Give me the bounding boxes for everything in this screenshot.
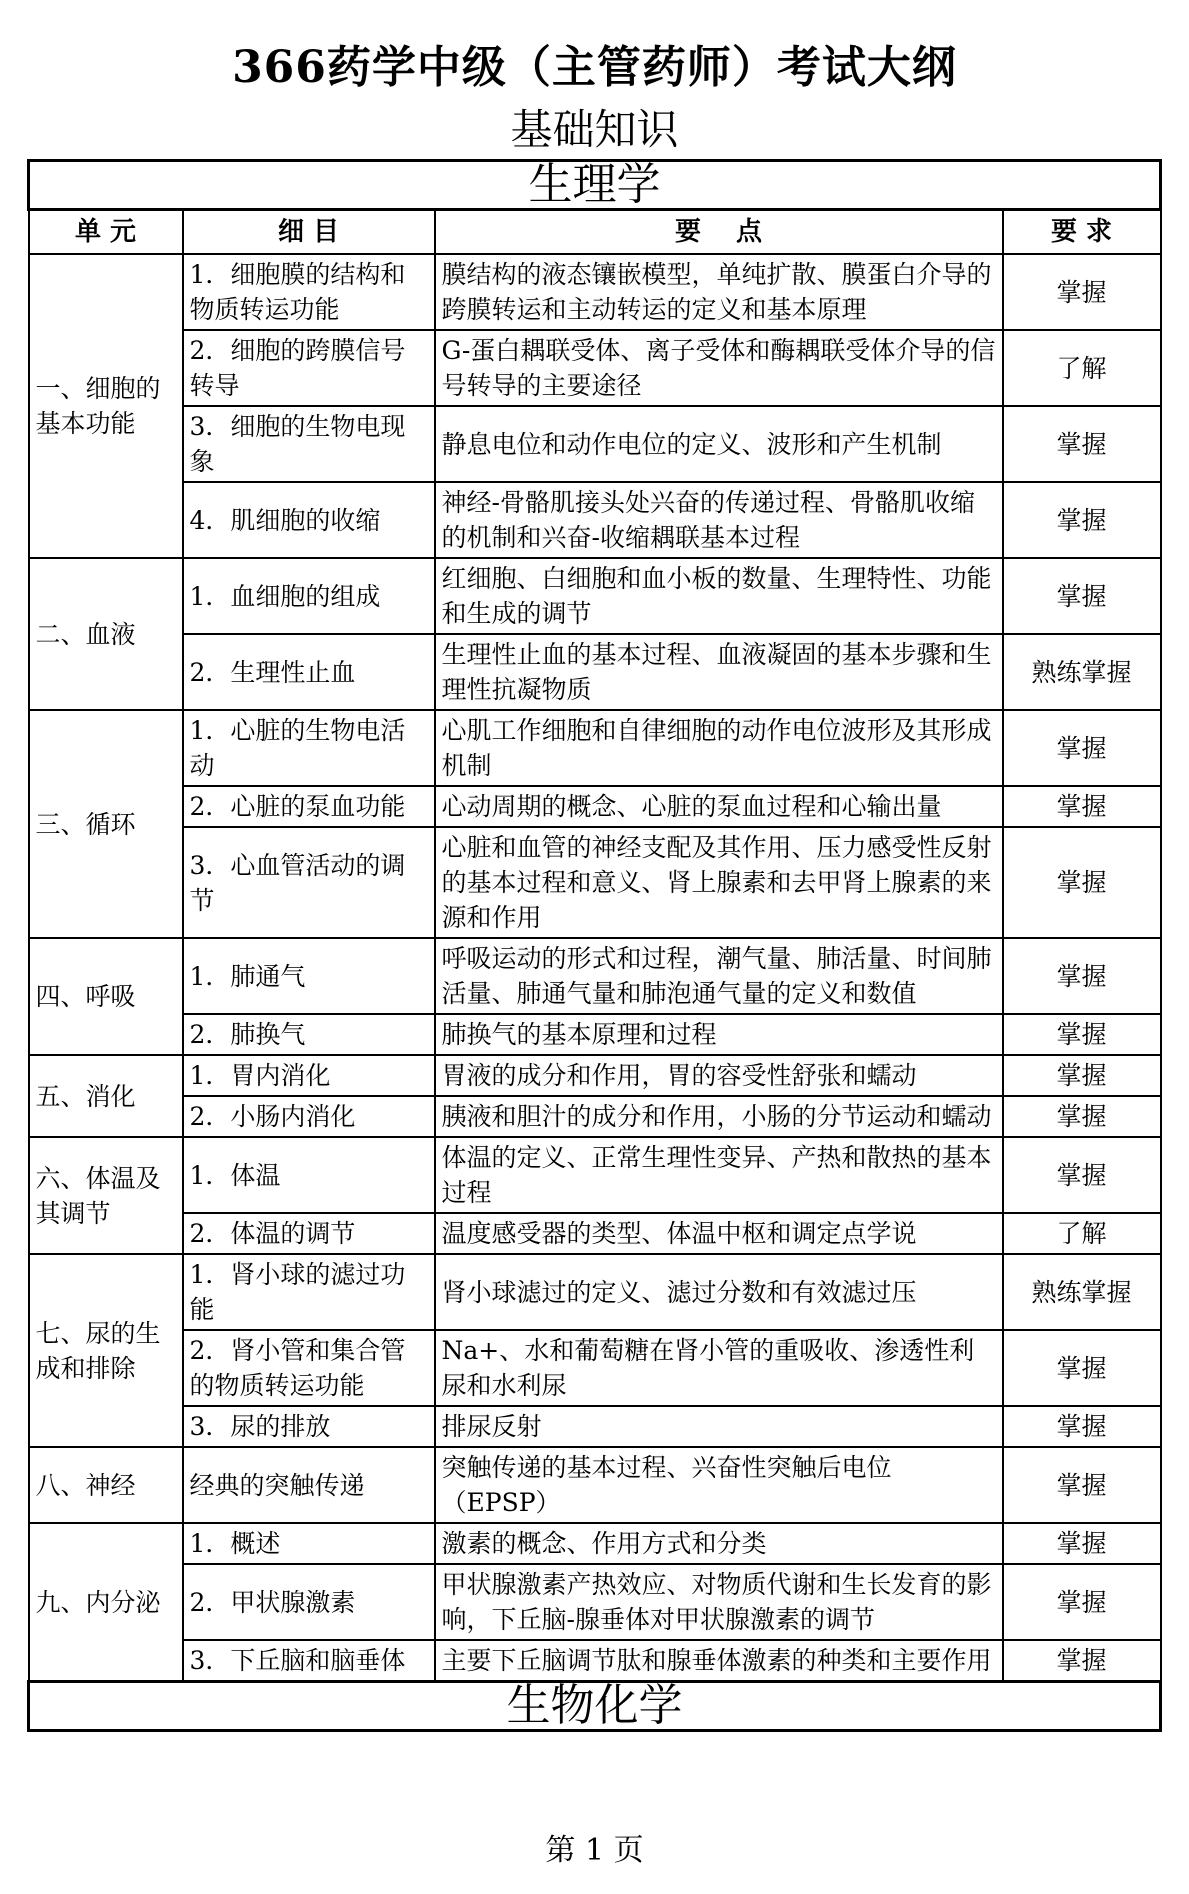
unit-cell: 八、神经 xyxy=(29,1447,183,1523)
detail-cell: 1．肺通气 xyxy=(183,938,435,1014)
section-heading-physiology: 生理学 xyxy=(29,161,1161,210)
req-cell: 熟练掌握 xyxy=(1003,1254,1161,1330)
req-cell: 掌握 xyxy=(1003,406,1161,482)
point-cell: 突触传递的基本过程、兴奋性突触后电位（EPSP） xyxy=(435,1447,1003,1523)
document-subtitle: 基础知识 xyxy=(510,105,679,154)
table-row xyxy=(29,1254,1161,1330)
page-number: 第 1 页 xyxy=(545,1833,644,1868)
point-cell: 生理性止血的基本过程、血液凝固的基本步骤和生理性抗凝物质 xyxy=(435,634,1003,710)
detail-cell: 1．肾小球的滤过功能 xyxy=(183,1254,435,1330)
point-cell: 心肌工作细胞和自律细胞的动作电位波形及其形成机制 xyxy=(435,710,1003,786)
detail-cell: 3．心血管活动的调节 xyxy=(183,827,435,938)
req-cell: 掌握 xyxy=(1003,558,1161,634)
point-cell: 胰液和胆汁的成分和作用，小肠的分节运动和蠕动 xyxy=(435,1096,1003,1137)
section-heading-biochemistry: 生物化学 xyxy=(29,1682,1161,1731)
detail-cell: 3．尿的排放 xyxy=(183,1406,435,1447)
table-row xyxy=(29,1523,1161,1564)
point-cell: 甲状腺激素产热效应、对物质代谢和生长发育的影响，下丘脑-腺垂体对甲状腺激素的调节 xyxy=(435,1564,1003,1640)
point-cell: 激素的概念、作用方式和分类 xyxy=(435,1523,1003,1564)
table-header-row xyxy=(29,210,1161,255)
point-cell: 排尿反射 xyxy=(435,1406,1003,1447)
detail-cell: 经典的突触传递 xyxy=(183,1447,435,1523)
section-heading-row xyxy=(29,161,1161,210)
req-cell: 掌握 xyxy=(1003,1640,1161,1682)
detail-cell: 2．小肠内消化 xyxy=(183,1096,435,1137)
point-cell: 主要下丘脑调节肽和腺垂体激素的种类和主要作用 xyxy=(435,1640,1003,1682)
req-cell: 掌握 xyxy=(1003,786,1161,827)
req-cell: 掌握 xyxy=(1003,1096,1161,1137)
unit-cell: 四、呼吸 xyxy=(29,938,183,1055)
table-body xyxy=(29,254,1161,1682)
table-row xyxy=(29,786,1161,827)
table-row xyxy=(29,827,1161,938)
unit-cell: 五、消化 xyxy=(29,1055,183,1137)
req-cell: 掌握 xyxy=(1003,1523,1161,1564)
unit-cell: 二、血液 xyxy=(29,558,183,710)
req-cell: 熟练掌握 xyxy=(1003,634,1161,710)
unit-cell: 九、内分泌 xyxy=(29,1523,183,1682)
table-row xyxy=(29,1640,1161,1682)
table-row xyxy=(29,1014,1161,1055)
req-cell: 掌握 xyxy=(1003,254,1161,330)
table-row xyxy=(29,1330,1161,1406)
req-cell: 了解 xyxy=(1003,1213,1161,1254)
point-cell: 红细胞、白细胞和血小板的数量、生理特性、功能和生成的调节 xyxy=(435,558,1003,634)
table-row xyxy=(29,1406,1161,1447)
req-cell: 掌握 xyxy=(1003,827,1161,938)
req-cell: 掌握 xyxy=(1003,1447,1161,1523)
req-cell: 了解 xyxy=(1003,330,1161,406)
req-cell: 掌握 xyxy=(1003,710,1161,786)
point-cell: 膜结构的液态镶嵌模型，单纯扩散、膜蛋白介导的跨膜转运和主动转运的定义和基本原理 xyxy=(435,254,1003,330)
detail-cell: 1．细胞膜的结构和物质转运功能 xyxy=(183,254,435,330)
document-title: 366药学中级（主管药师）考试大纲 xyxy=(232,42,957,93)
detail-cell: 1．概述 xyxy=(183,1523,435,1564)
point-cell: 呼吸运动的形式和过程，潮气量、肺活量、时间肺活量、肺通气量和肺泡通气量的定义和数值 xyxy=(435,938,1003,1014)
table-row xyxy=(29,558,1161,634)
req-cell: 掌握 xyxy=(1003,1055,1161,1096)
detail-cell: 1．心脏的生物电活动 xyxy=(183,710,435,786)
point-cell: 肾小球滤过的定义、滤过分数和有效滤过压 xyxy=(435,1254,1003,1330)
point-cell: 心动周期的概念、心脏的泵血过程和心输出量 xyxy=(435,786,1003,827)
point-cell: 温度感受器的类型、体温中枢和调定点学说 xyxy=(435,1213,1003,1254)
detail-cell: 2．体温的调节 xyxy=(183,1213,435,1254)
table-row xyxy=(29,254,1161,330)
column-header-unit: 单 元 xyxy=(29,210,183,255)
table-row xyxy=(29,1055,1161,1096)
table-row xyxy=(29,1564,1161,1640)
detail-cell: 1．胃内消化 xyxy=(183,1055,435,1096)
column-header-detail: 细 目 xyxy=(183,210,435,255)
detail-cell: 2．细胞的跨膜信号转导 xyxy=(183,330,435,406)
unit-cell: 七、尿的生成和排除 xyxy=(29,1254,183,1447)
detail-cell: 2．心脏的泵血功能 xyxy=(183,786,435,827)
point-cell: 神经-骨骼肌接头处兴奋的传递过程、骨骼肌收缩的机制和兴奋-收缩耦联基本过程 xyxy=(435,482,1003,558)
detail-cell: 2．肺换气 xyxy=(183,1014,435,1055)
point-cell: 体温的定义、正常生理性变异、产热和散热的基本过程 xyxy=(435,1137,1003,1213)
req-cell: 掌握 xyxy=(1003,1137,1161,1213)
column-header-points: 要 点 xyxy=(435,210,1003,255)
table-row xyxy=(29,330,1161,406)
column-header-requirement: 要 求 xyxy=(1003,210,1161,255)
table-row xyxy=(29,1137,1161,1213)
table-row xyxy=(29,482,1161,558)
detail-cell: 2．甲状腺激素 xyxy=(183,1564,435,1640)
table-row xyxy=(29,938,1161,1014)
detail-cell: 2．生理性止血 xyxy=(183,634,435,710)
req-cell: 掌握 xyxy=(1003,1564,1161,1640)
point-cell: 肺换气的基本原理和过程 xyxy=(435,1014,1003,1055)
unit-cell: 三、循环 xyxy=(29,710,183,938)
table-row xyxy=(29,1213,1161,1254)
req-cell: 掌握 xyxy=(1003,938,1161,1014)
point-cell: 胃液的成分和作用，胃的容受性舒张和蠕动 xyxy=(435,1055,1003,1096)
req-cell: 掌握 xyxy=(1003,482,1161,558)
point-cell: G-蛋白耦联受体、离子受体和酶耦联受体介导的信号转导的主要途径 xyxy=(435,330,1003,406)
section-heading-row xyxy=(29,1682,1161,1731)
detail-cell: 1．体温 xyxy=(183,1137,435,1213)
point-cell: Na+、水和葡萄糖在肾小管的重吸收、渗透性利尿和水利尿 xyxy=(435,1330,1003,1406)
unit-cell: 一、细胞的基本功能 xyxy=(29,254,183,558)
table-row xyxy=(29,634,1161,710)
req-cell: 掌握 xyxy=(1003,1330,1161,1406)
table-row xyxy=(29,406,1161,482)
table-row xyxy=(29,1447,1161,1523)
req-cell: 掌握 xyxy=(1003,1014,1161,1055)
point-cell: 心脏和血管的神经支配及其作用、压力感受性反射的基本过程和意义、肾上腺素和去甲肾上腺素的来源和作用 xyxy=(435,827,1003,938)
unit-cell: 六、体温及其调节 xyxy=(29,1137,183,1254)
detail-cell: 4．肌细胞的收缩 xyxy=(183,482,435,558)
syllabus-table xyxy=(27,159,1162,1732)
detail-cell: 2．肾小管和集合管的物质转运功能 xyxy=(183,1330,435,1406)
detail-cell: 3．细胞的生物电现象 xyxy=(183,406,435,482)
point-cell: 静息电位和动作电位的定义、波形和产生机制 xyxy=(435,406,1003,482)
detail-cell: 1．血细胞的组成 xyxy=(183,558,435,634)
table-row xyxy=(29,1096,1161,1137)
req-cell: 掌握 xyxy=(1003,1406,1161,1447)
table-row xyxy=(29,710,1161,786)
detail-cell: 3．下丘脑和脑垂体 xyxy=(183,1640,435,1682)
